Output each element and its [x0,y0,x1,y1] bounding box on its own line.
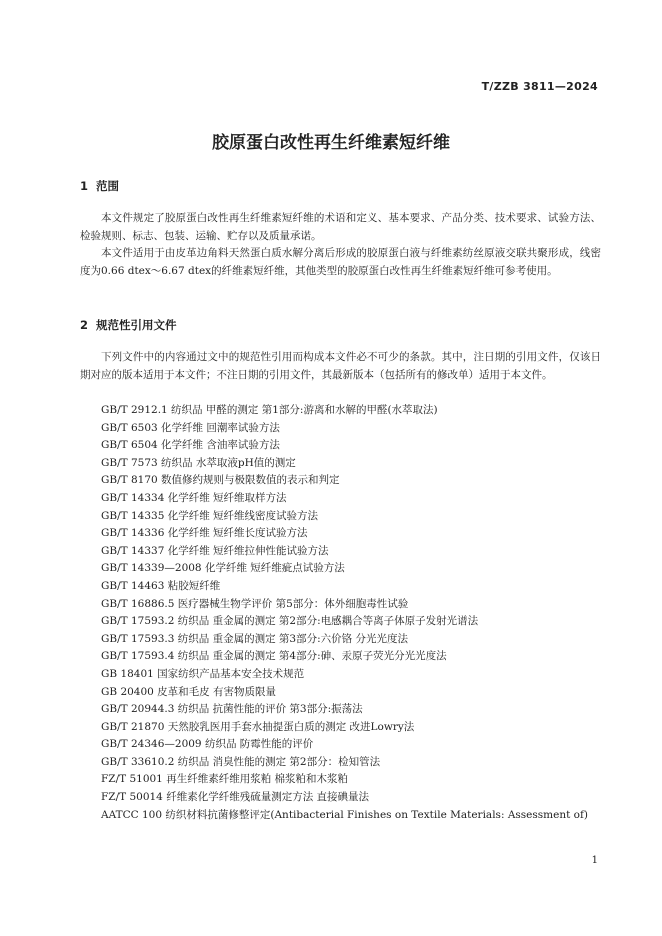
scope-paragraph-1: 本文件规定了胶原蛋白改性再生纤维素短纤维的术语和定义、基本要求、产品分类、技术要求、试验方法、检验规则、标志、包装、运输、贮存以及质量承诺。 [80,212,601,242]
reference-item: GB/T 16886.5 医疗器械生物学评价 第5部分：体外细胞毒性试验 [101,597,409,610]
reference-item: GB/T 7573 纺织品 水萃取液pH值的测定 [101,456,296,469]
reference-item: GB/T 6504 化学纤维 含油率试验方法 [101,439,280,452]
section-number: 2 [80,318,89,332]
section-number: 1 [80,179,89,193]
reference-item: GB/T 14339—2008 化学纤维 短纤维疵点试验方法 [101,562,345,575]
reference-item: GB/T 6503 化学纤维 回潮率试验方法 [101,421,280,434]
reference-item: FZ/T 50014 纤维素化学纤维残硫量测定方法 直接碘量法 [101,791,370,804]
reference-item: GB/T 14463 粘胶短纤维 [101,579,221,592]
reference-item: GB/T 20944.3 纺织品 抗菌性能的评价 第3部分:振荡法 [101,703,363,716]
reference-item: GB/T 2912.1 纺织品 甲醛的测定 第1部分:游离和水解的甲醛(水萃取法) [101,404,438,416]
section-title: 规范性引用文件 [96,318,177,332]
reference-item: GB/T 33610.2 纺织品 消臭性能的测定 第2部分：检知管法 [101,755,381,768]
reference-item: GB/T 17593.2 纺织品 重金属的测定 第2部分:电感耦合等离子体原子发射光谱法 [101,615,479,628]
reference-item: GB/T 17593.4 纺织品 重金属的测定 第4部分:砷、汞原子荧光分光光度法 [101,650,447,663]
reference-item: GB/T 14337 化学纤维 短纤维拉伸性能试验方法 [101,544,329,557]
reference-item: GB/T 21870 天然胶乳医用手套水抽提蛋白质的测定 改进Lowry法 [101,720,415,733]
section-1-heading [80,178,119,194]
reference-item: FZ/T 51001 再生纤维素纤维用浆粕 棉浆粕和木浆粕 [101,773,349,786]
scope-paragraph-2: 本文件适用于由皮革边角料天然蛋白质水解分离后形成的胶原蛋白液与纤维素纺丝原液交联共聚形成，线密度为0.66 dtex～6.67 dtex的纤维素短纤维，其他类型的胶原蛋白改性再生纤维素短纤维可参考使用。 [80,247,601,277]
normative-references-intro: 下列文件中的内容通过文中的规范性引用而构成本文件必不可少的条款。其中，注日期的引用文件，仅该日期对应的版本适用于本文件；不注日期的引用文件，其最新版本（包括所有的修改单）适用于本文件。 [80,351,601,381]
reference-item: GB/T 14336 化学纤维 短纤维长度试验方法 [101,527,308,540]
page-number: 1 [591,855,598,866]
reference-item: GB/T 17593.3 纺织品 重金属的测定 第3部分:六价铬 分光光度法 [101,632,408,645]
reference-item: AATCC 100 纺织材料抗菌修整评定(Antibacterial Finishes on Textile Materials: Assessment of) [101,808,588,821]
reference-item: GB/T 14334 化学纤维 短纤维取样方法 [101,491,287,504]
section-2-heading [80,317,177,333]
reference-item: GB 20400 皮革和毛皮 有害物质限量 [101,685,277,698]
document-title: 胶原蛋白改性再生纤维素短纤维 [212,133,450,153]
standard-code: T/ZZB 3811—2024 [481,80,598,93]
reference-item: GB/T 24346—2009 纺织品 防霉性能的评价 [101,738,314,751]
section-title: 范围 [96,179,119,193]
reference-list [80,402,601,824]
reference-item: GB/T 8170 数值修约规则与极限数值的表示和判定 [101,474,340,487]
reference-item: GB 18401 国家纺织产品基本安全技术规范 [101,667,305,680]
reference-item: GB/T 14335 化学纤维 短纤维线密度试验方法 [101,509,319,522]
